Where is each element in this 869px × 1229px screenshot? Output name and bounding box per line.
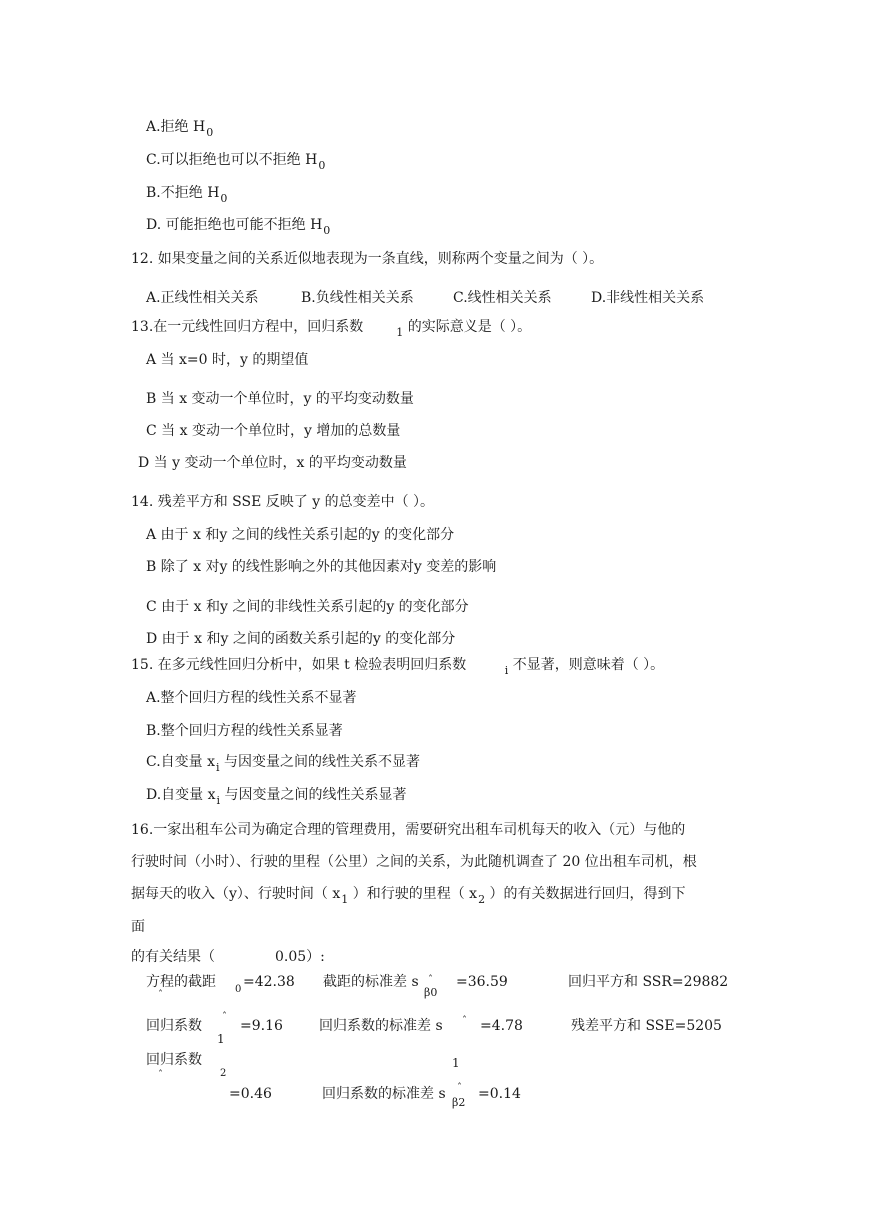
q12-option-d: D.非线性相关关系 xyxy=(591,290,705,306)
q14-stem: 14. 残差平方和 SSE 反映了 y 的总变差中（ ）。 xyxy=(131,494,435,510)
q15-stem: 15. 在多元线性回归分析中，如果 t 检验表明回归系数 $_i$ 不显著，则意味着（ ）。 xyxy=(131,657,665,677)
q13-option-c: C 当 x 变动一个单位时，y 增加的总数量 xyxy=(146,423,401,439)
q12-option-c: C.线性相关关系 xyxy=(453,290,552,306)
result-b2-se-sub: β2 xyxy=(452,1096,466,1109)
q12-option-b: B.负线性相关关系 xyxy=(301,290,414,306)
q11-option-a: A.拒绝 $H_0$ xyxy=(146,119,214,139)
q14-option-b: B 除了 x 对y 的线性影响之外的其他因素对y 变差的影响 xyxy=(146,559,497,575)
result-b1-se-value: =4.78 xyxy=(480,1018,523,1034)
result-intercept-se-sub: β0 xyxy=(424,986,438,999)
hat-mark: ˆ xyxy=(222,1012,227,1023)
result-b2-label: 回归系数 xyxy=(146,1052,202,1068)
hat-mark: ˆ xyxy=(158,990,163,1001)
result-intercept-se-value: =36.59 xyxy=(456,974,508,990)
q14-option-a: A 由于 x 和y 之间的线性关系引起的y 的变化部分 xyxy=(146,527,455,543)
q15-option-a: A.整个回归方程的线性关系不显著 xyxy=(146,690,357,706)
result-b1-se-label: 回归系数的标准差 s xyxy=(319,1018,443,1034)
hat-mark: ˆ xyxy=(428,975,433,986)
result-b1-label: 回归系数 xyxy=(146,1018,202,1034)
q16-line-4: 面 xyxy=(131,919,145,935)
result-ssr: 回归平方和 SSR=29882 xyxy=(568,974,729,990)
q13-stem: 13.在一元线性回归方程中，回归系数 $_1$ 的实际意义是（ ）。 xyxy=(131,319,532,339)
result-intercept-se-label: 截距的标准差 s xyxy=(323,974,419,990)
q16-line-5: 的有关结果（ 0.05）: xyxy=(131,949,325,965)
q11-option-c: C.可以拒绝也可以不拒绝 $H_0$ xyxy=(146,152,326,172)
hat-mark: ˆ xyxy=(457,1083,462,1094)
q16-line-1: 16.一家出租车公司为确定合理的管理费用，需要研究出租车司机每天的收入（元）与他的 xyxy=(131,822,686,838)
result-intercept-label: 方程的截距 xyxy=(146,974,216,990)
result-intercept-sub: 0 xyxy=(235,984,242,995)
q13-option-d: D 当 y 变动一个单位时，x 的平均变动数量 xyxy=(138,455,407,471)
q16-line-3: 据每天的收入（y）、行驶时间（ $x_1$ ）和行驶的里程（ $x_2$ ）的有关数据进行回归，得到下 xyxy=(131,886,686,906)
q16-line-2: 行驶时间（小时）、行驶的里程（公里）之间的关系，为此随机调查了 20 位出租车司机，根 xyxy=(131,854,697,870)
result-intercept-value: =42.38 xyxy=(243,974,295,990)
result-b1-value: =9.16 xyxy=(240,1018,283,1034)
result-b2-se-label: 回归系数的标准差 s xyxy=(322,1086,446,1102)
q12-option-a: A.正线性相关关系 xyxy=(146,290,259,306)
q11-option-d: D. 可能拒绝也可能不拒绝 $H_0$ xyxy=(146,217,331,237)
result-b1-sub: 1 xyxy=(217,1032,225,1046)
q14-option-d: D 由于 x 和y 之间的函数关系引起的y 的变化部分 xyxy=(146,631,456,647)
q13-option-b: B 当 x 变动一个单位时，y 的平均变动数量 xyxy=(146,391,414,407)
q12-stem: 12. 如果变量之间的关系近似地表现为一条直线，则称两个变量之间为（ ）。 xyxy=(131,251,604,267)
result-b2-se-value: =0.14 xyxy=(478,1086,521,1102)
q15-option-d: D.自变量 $x_i$ 与因变量之间的线性关系显著 xyxy=(146,787,407,807)
q13-option-a: A 当 x=0 时，y 的期望值 xyxy=(146,352,309,368)
q15-option-b: B.整个回归方程的线性关系显著 xyxy=(146,723,343,739)
q11-option-b: B.不拒绝 $H_0$ xyxy=(146,185,228,205)
result-b2-value: =0.46 xyxy=(229,1086,272,1102)
q15-option-c: C.自变量 $x_i$ 与因变量之间的线性关系不显著 xyxy=(146,754,420,774)
q14-option-c: C 由于 x 和y 之间的非线性关系引起的y 的变化部分 xyxy=(146,599,469,615)
result-b2-sub: 2 xyxy=(220,1068,227,1079)
hat-mark: ˆ xyxy=(158,1070,163,1081)
hat-mark: ˆ xyxy=(462,1016,467,1027)
result-b1-se-sub: 1 xyxy=(452,1056,460,1070)
result-sse: 残差平方和 SSE=5205 xyxy=(571,1018,722,1034)
